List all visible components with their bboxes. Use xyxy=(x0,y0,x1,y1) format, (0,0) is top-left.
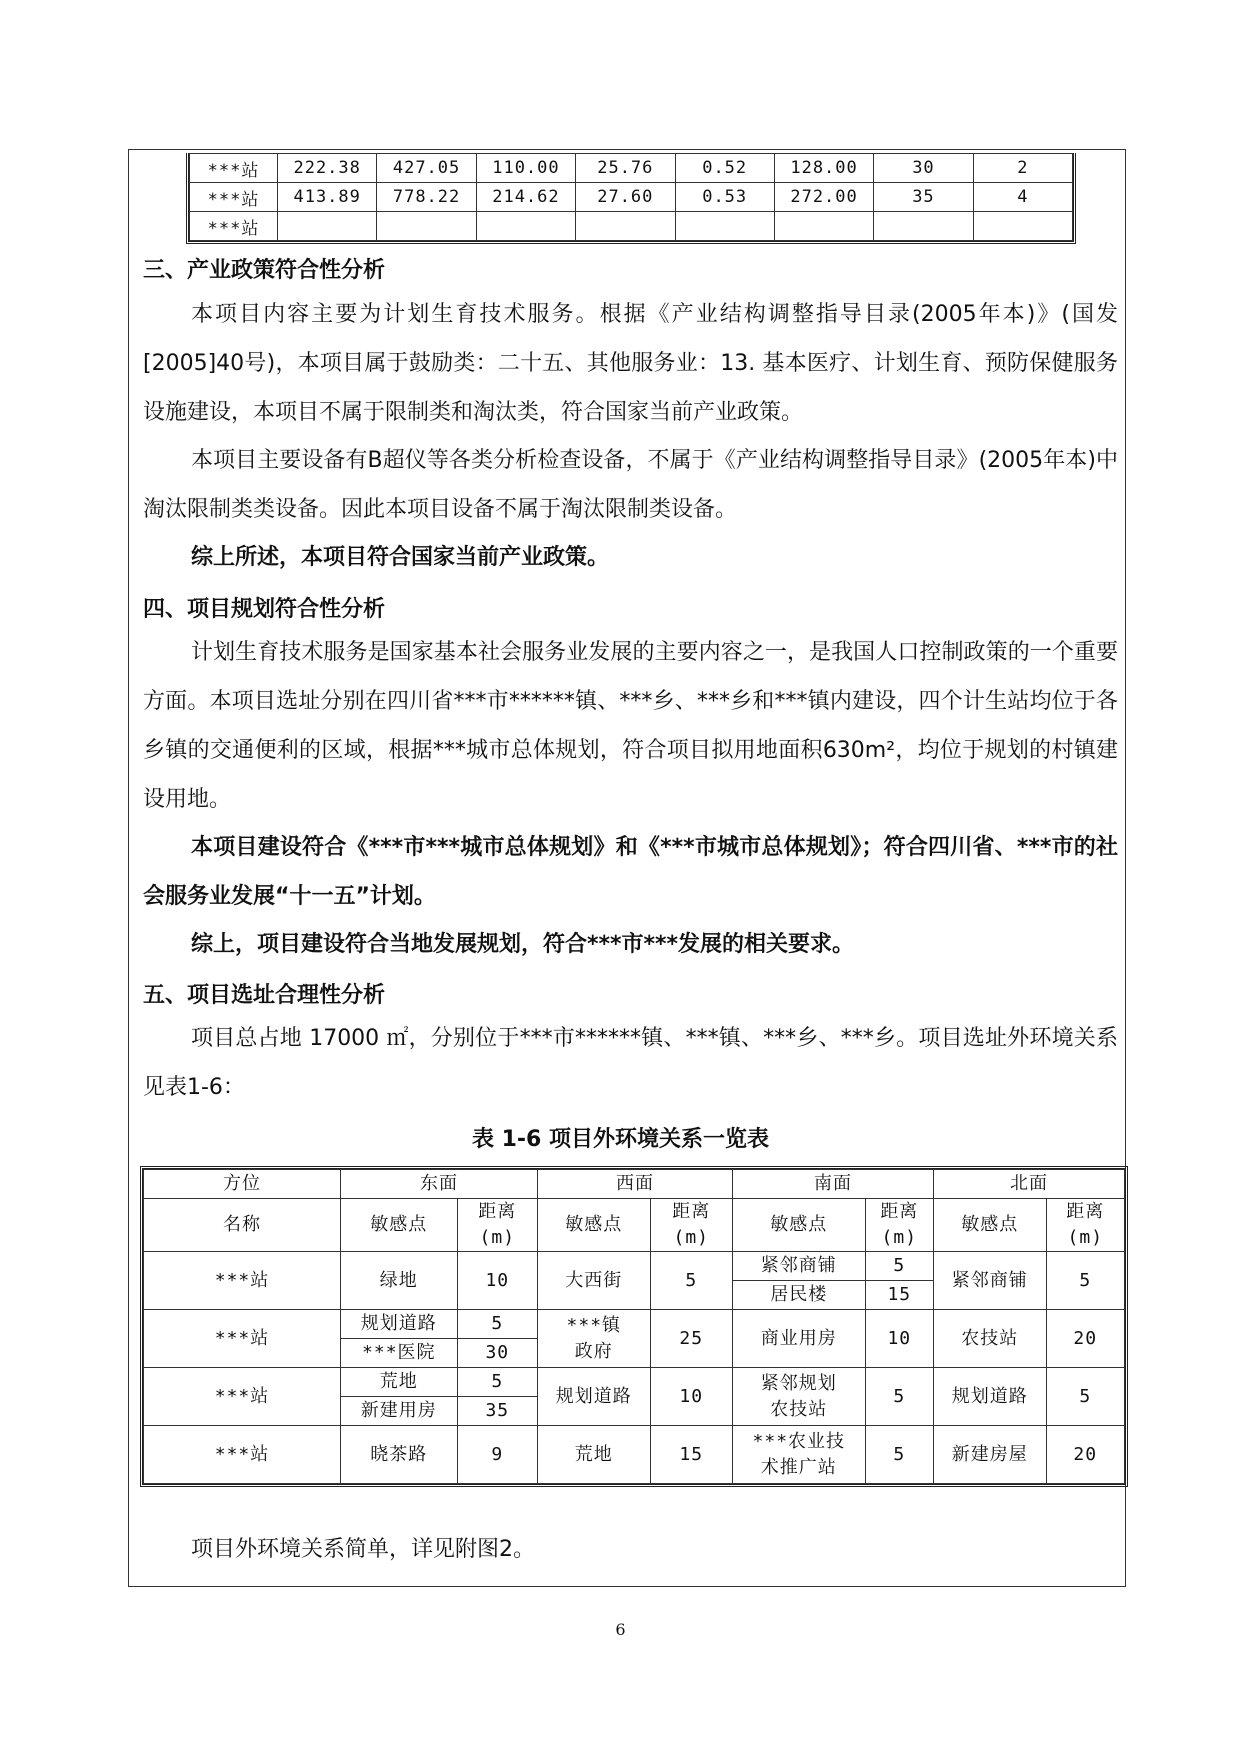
paragraph: 综上，项目建设符合当地发展规划，符合***市***发展的相关要求。 xyxy=(191,932,855,957)
paragraph: 综上所述，本项目符合国家当前产业政策。 xyxy=(191,545,610,570)
table-row: 方位 东面 西面 南面 北面 xyxy=(144,1170,1125,1199)
page-number: 6 xyxy=(615,1620,626,1639)
environment-table xyxy=(140,1166,1128,1487)
table-row: ***站 413.89 778.22 214.62 27.60 0.53 272.00 35 4 xyxy=(190,183,1073,212)
station-data-table xyxy=(186,153,1076,244)
table-row: ***站 荒地 5 规划道路 10 紧邻规划 农技站 5 规划道路 5 xyxy=(144,1368,1125,1397)
table-row: 新建用房 35 xyxy=(144,1397,1125,1426)
table-row: ***站 222.38 427.05 110.00 25.76 0.52 128.00 30 2 xyxy=(190,154,1073,183)
table-row: ***站 晓茶路 9 荒地 15 ***农业技 术推广站 5 新建房屋 20 xyxy=(144,1426,1125,1484)
section-heading: 三、产业政策符合性分析 xyxy=(143,258,386,283)
table-row: ***站 绿地 10 大西街 5 紧邻商铺 5 紧邻商铺 5 xyxy=(144,1252,1125,1281)
section-heading: 五、项目选址合理性分析 xyxy=(143,983,386,1008)
paragraph: 计划生育技术服务是国家基本社会服务业发展的主要内容之一，是我国人口控制政策的一个重要方面。本项目选址分别在四川省***市******镇、***乡、***乡和***镇内建设，四个计生站均位于各乡镇的交通便利的区域，根据***城市总体规划，符合项目拟用地面积630m²，均位于规划的村镇建设用地。 xyxy=(143,640,1118,812)
paragraph: 本项目内容主要为计划生育技术服务。根据《产业结构调整指导目录(2005年本)》(国发[2005]40号)，本项目属于鼓励类：二十五、其他服务业：13. 基本医疗、计划生育、预防保健服务设施建设，本项目不属于限制类和淘汰类，符合国家当前产业政策。 xyxy=(143,302,1118,425)
paragraph: 本项目建设符合《***市***城市总体规划》和《***市城市总体规划》；符合四川省、***市的社会服务业发展“十一五”计划。 xyxy=(143,835,1118,909)
table-row: 名称 敏感点 距离 (m) 敏感点 距离 (m) 敏感点 距离 (m) 敏感点 距离 (m) xyxy=(144,1199,1125,1252)
table-row: ***站 规划道路 5 ***镇 政府 25 商业用房 10 农技站 20 xyxy=(144,1310,1125,1339)
table-row: ***站 xyxy=(190,212,1073,241)
table-row: ***医院 30 xyxy=(144,1339,1125,1368)
paragraph: 项目总占地 17000 ㎡，分别位于***市******镇、***镇、***乡、***乡。项目选址外环境关系见表1-6： xyxy=(143,1026,1118,1100)
paragraph: 项目外环境关系简单，详见附图2。 xyxy=(191,1537,535,1562)
table-row: 居民楼 15 xyxy=(144,1281,1125,1310)
section-heading: 四、项目规划符合性分析 xyxy=(143,597,386,622)
paragraph: 本项目主要设备有B超仪等各类分析检查设备，不属于《产业结构调整指导目录》(2005年本)中淘汰限制类类设备。因此本项目设备不属于淘汰限制类设备。 xyxy=(143,448,1118,522)
table-caption: 表 1-6 项目外环境关系一览表 xyxy=(471,1127,770,1152)
